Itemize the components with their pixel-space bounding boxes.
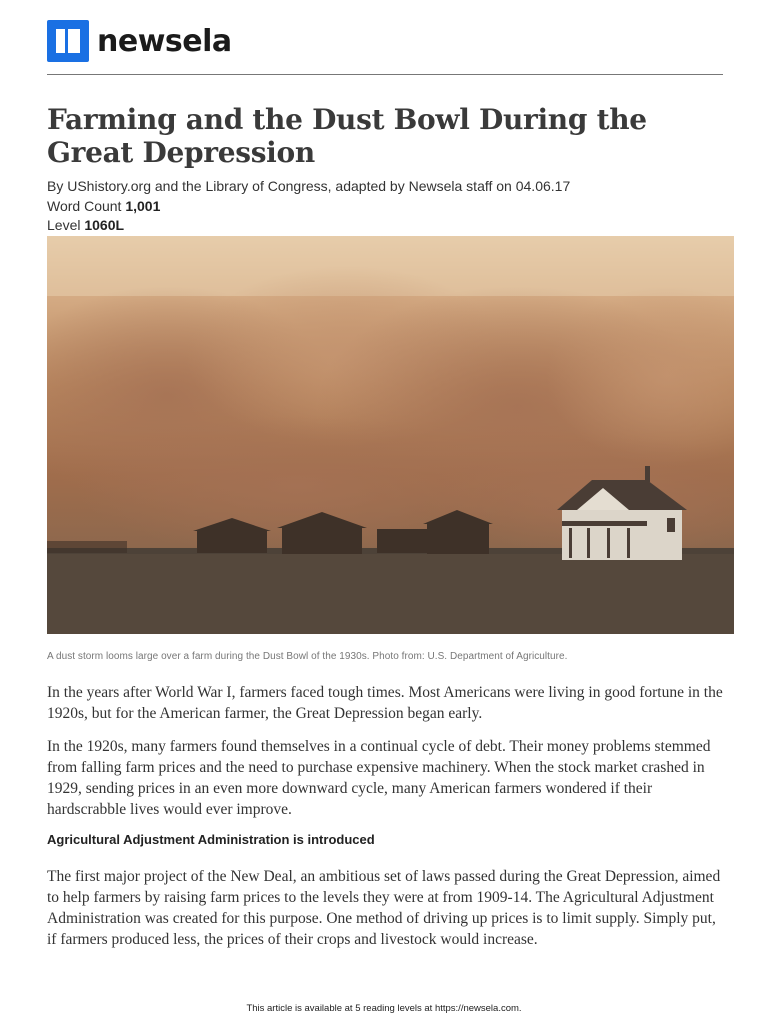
article-title: Farming and the Dust Bowl During the Great Depression: [47, 103, 647, 169]
article-meta: [47, 177, 570, 236]
reading-level: Level 1060L: [47, 217, 125, 233]
brand-name: newsela: [97, 23, 232, 59]
newsela-logo[interactable]: [47, 20, 232, 62]
byline: By UShistory.org and the Library of Congress, adapted by Newsela staff on 04.06.17: [47, 178, 571, 194]
paragraph-1: In the years after World War I, farmers faced tough times. Most Americans were living in good fortune in the 1920s, but for the American farmer, the Great Depression began early.: [47, 684, 723, 722]
page-footer: This article is available at 5 reading levels at https://newsela.com.: [246, 1003, 522, 1014]
image-caption: A dust storm looms large over a farm during the Dust Bowl of the 1930s. Photo from: U.S. Department of Agriculture.: [47, 651, 568, 662]
header-divider: [47, 74, 723, 75]
reading-level-value: 1060L: [84, 217, 125, 233]
word-count: Word Count 1,001: [47, 197, 161, 214]
word-count-value: 1,001: [125, 197, 161, 214]
section-heading: Agricultural Adjustment Administration is introduced: [47, 832, 375, 847]
newsela-logo-icon: [47, 20, 89, 62]
paragraph-3: The first major project of the New Deal, an ambitious set of laws passed during the Great Depression, aimed to help farmers by raising farm prices to the levels they were at from 1909-14. The Agricultural Adjustment Administration was created for this purpose. One method of driving up prices is to limit supply. Simply put, if farmers produced less, the prices of their crops and livestock would increase.: [47, 868, 721, 948]
paragraph-2: In the 1920s, many farmers found themselves in a continual cycle of debt. Their money problems stemmed from falling farm prices and the need to purchase expensive machinery. When the stock market crashed in 1929, sending prices in an even more downward cycle, many American farmers wondered if their hardscrabble lives would ever improve.: [47, 738, 711, 818]
dust-storm-photo: [47, 236, 734, 634]
